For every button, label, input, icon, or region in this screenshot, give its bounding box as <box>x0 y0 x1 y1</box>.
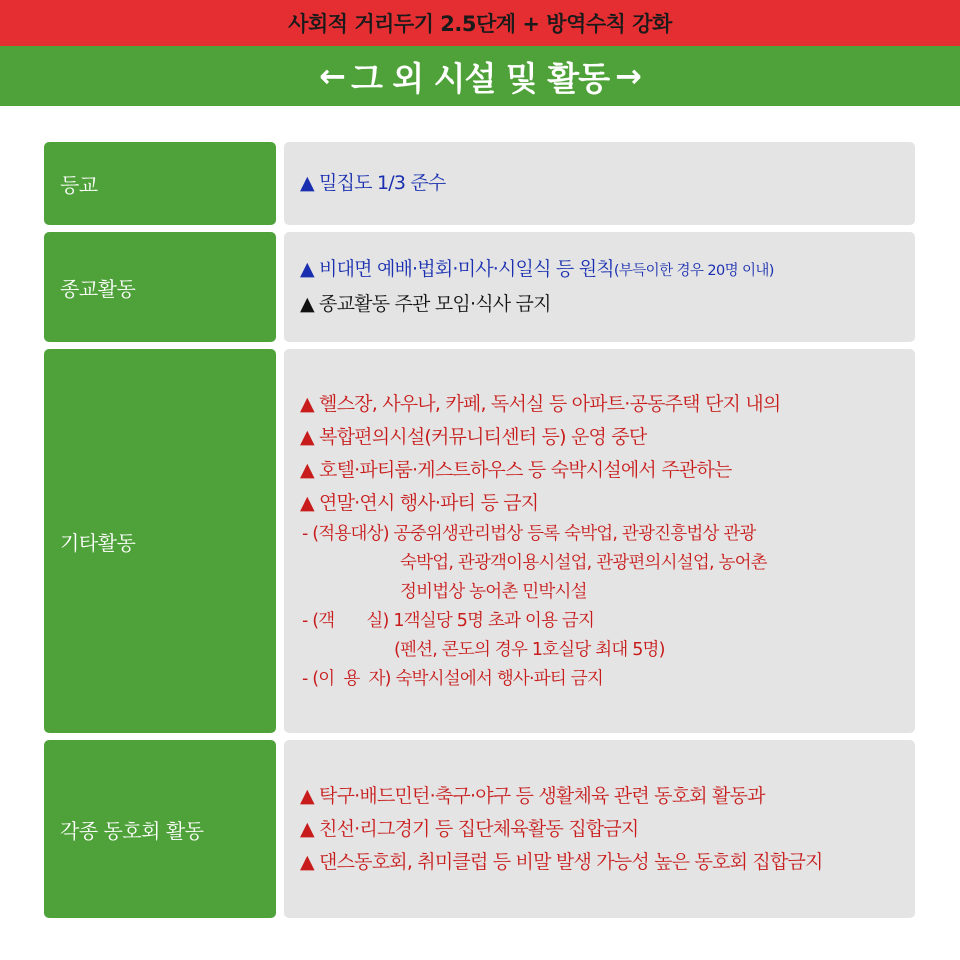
table-row-religion <box>44 232 915 342</box>
list-item-note: (부득이한 경우 20명 이내) <box>613 263 774 279</box>
list-item <box>300 253 915 288</box>
detail-item: (펜션, 콘도의 경우 1호실당 최대 5명) <box>394 640 665 660</box>
list-item: ▲ 탁구·배드민턴·축구·야구 등 생활체육 관련 동호회 활동과 <box>300 784 765 807</box>
left-arrow-icon: ← <box>319 57 345 95</box>
list-item: ▲ 댄스동호회, 취미클럽 등 비말 발생 가능성 높은 동호회 집합금지 <box>300 850 823 873</box>
title-bar <box>0 46 960 106</box>
list-item-text: ▲ 비대면 예배·법회·미사·시일식 등 원칙 <box>300 258 614 280</box>
detail-text: 공중위생관리법상 등록 숙박업, 관광진흥법상 관광 <box>393 524 756 544</box>
detail-prefix: - (적용대상) <box>302 524 394 544</box>
list-item: ▲ 친선·리그경기 등 집단체육활동 집합금지 <box>300 817 639 840</box>
detail-prefix: 실) <box>366 611 394 631</box>
detail-prefix: 용 <box>343 669 360 689</box>
row-label: 각종 동호회 활동 <box>44 740 276 918</box>
detail-item: 숙박업, 관광객이용시설업, 관광편의시설업, 농어촌 <box>400 553 767 573</box>
row-label: 기타활동 <box>44 349 276 733</box>
row-content <box>284 142 915 225</box>
detail-prefix: 자) <box>368 669 396 689</box>
list-item: ▲ 연말·연시 행사·파티 등 금지 <box>300 492 539 514</box>
table-row-school <box>44 142 915 225</box>
page-title: 그 외 시설 및 활동 <box>350 58 610 98</box>
row-content <box>284 740 915 918</box>
table-row-other <box>44 349 915 733</box>
right-arrow-icon: → <box>615 57 641 95</box>
list-item: ▲ 밀집도 1/3 준수 <box>300 172 446 194</box>
detail-item <box>300 665 915 694</box>
list-item: ▲ 호텔·파티룸·게스트하우스 등 숙박시설에서 주관하는 <box>300 459 732 481</box>
row-content <box>284 349 915 733</box>
row-label: 종교활동 <box>44 232 276 342</box>
row-label: 등교 <box>44 142 276 225</box>
detail-item <box>300 520 915 549</box>
detail-prefix: - (이 <box>302 669 335 689</box>
detail-text: 1객실당 5명 초과 이용 금지 <box>393 611 595 631</box>
banner-text: 사회적 거리두기 2.5단계 + 방역수칙 강화 <box>288 12 672 36</box>
detail-item: 정비법상 농어촌 민박시설 <box>400 582 587 602</box>
detail-item <box>300 607 915 636</box>
top-banner <box>0 0 960 46</box>
list-item: ▲ 종교활동 주관 모임·식사 금지 <box>300 293 551 315</box>
detail-text: 숙박시설에서 행사·파티 금지 <box>395 669 603 689</box>
row-content <box>284 232 915 342</box>
detail-prefix: - (객 <box>302 611 335 631</box>
table-row-clubs <box>44 740 915 918</box>
list-item: ▲ 복합편의시설(커뮤니티센터 등) 운영 중단 <box>300 426 647 448</box>
list-item: ▲ 헬스장, 사우나, 카페, 독서실 등 아파트·공동주택 단지 내의 <box>300 393 781 415</box>
